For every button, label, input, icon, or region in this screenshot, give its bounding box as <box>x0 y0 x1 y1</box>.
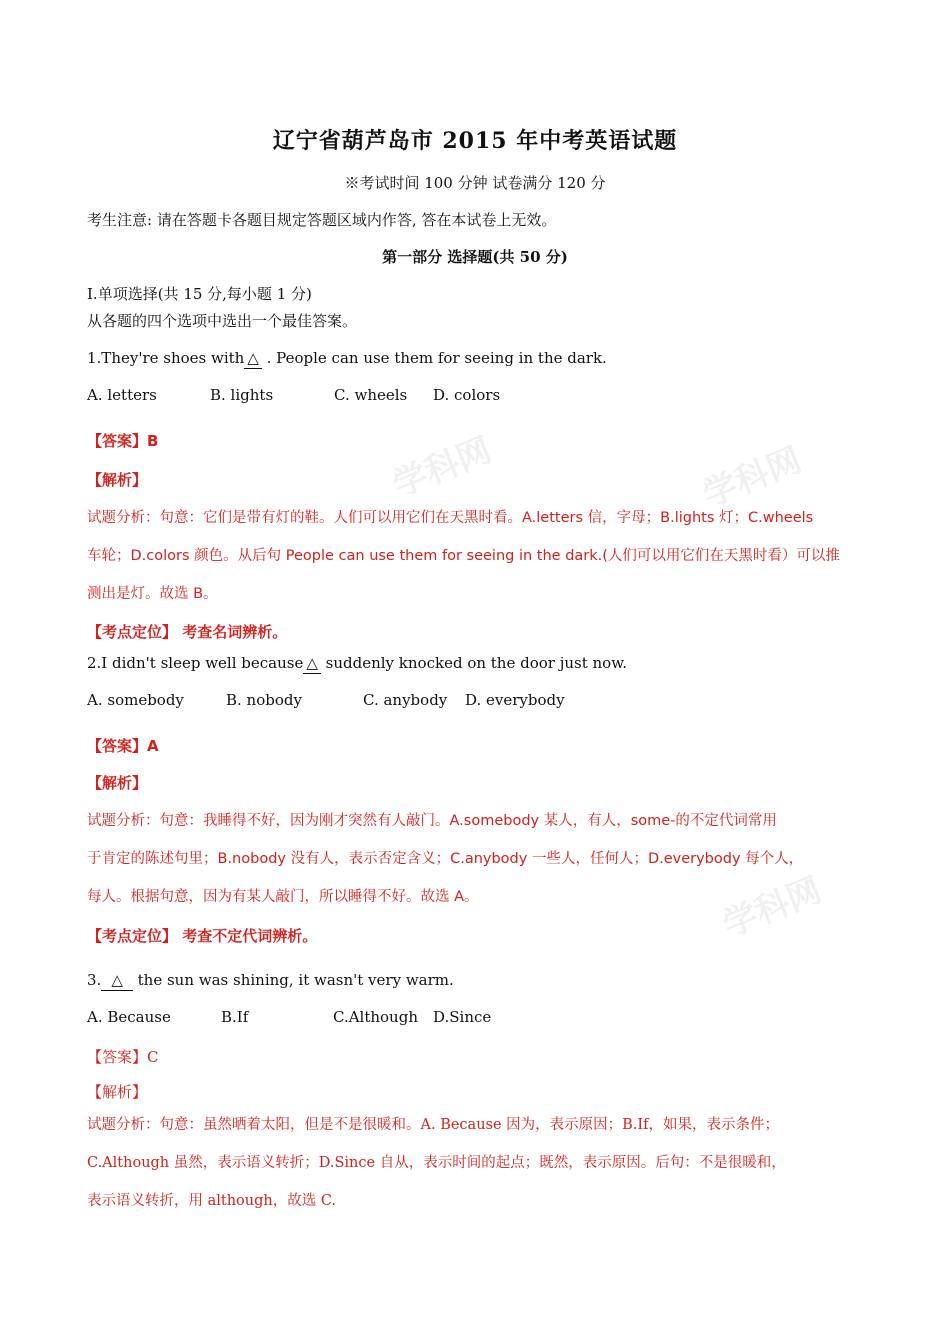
option-c: C. wheels <box>334 386 408 404</box>
analysis-text: 于肯定的陈述句里；B.nobody 没有人，表示否定含义；C.anybody 一些人，任何人；D.everybody 每个人， <box>87 851 804 867</box>
option-b: B.If <box>221 1008 249 1026</box>
analysis-label: 【解析】 <box>87 1083 148 1101</box>
document-title: 辽宁省葫芦岛市 2015 年中考英语试题 <box>272 128 678 154</box>
option-a: A. somebody <box>87 691 184 709</box>
answer-label: 【答案】C <box>87 1048 159 1066</box>
option-d: D.Since <box>433 1008 492 1026</box>
option-c: C. anybody <box>363 691 448 709</box>
analysis-text: C.Although 虽然，表示语义转折；D.Since 自从，表示时间的起点；既然，表示原因。后句：不是很暖和， <box>87 1155 786 1171</box>
answer-label: 【答案】B <box>87 432 159 450</box>
exam-notice: 考生注意: 请在答题卡各题目规定答题区域内作答, 答在本试卷上无效。 <box>87 211 557 229</box>
option-a: A. Because <box>87 1008 171 1026</box>
option-a: A. letters <box>87 386 157 404</box>
watermark-logo: 学科网 <box>717 870 828 946</box>
question-options <box>87 690 565 710</box>
analysis-text: 车轮；D.colors 颜色。从后句 People can use them for seeing in the dark.(人们可以用它们在天黑时看）可以推 <box>87 548 840 564</box>
answer-label: 【答案】A <box>87 737 159 755</box>
question-options <box>87 1007 491 1027</box>
analysis-text: 测出是灯。故选 B。 <box>87 586 218 602</box>
answer-blank: △ <box>101 970 133 991</box>
analysis-label: 【解析】 <box>87 471 148 489</box>
question-stem: 3. △ the sun was shining, it wasn't very warm. <box>87 971 454 989</box>
knowledge-point: 【考点定位】 考查不定代词辨析。 <box>87 927 318 945</box>
knowledge-point: 【考点定位】 考查名词辨析。 <box>87 623 288 641</box>
answer-blank: △ <box>244 348 262 369</box>
section-heading: 第一部分 选择题(共 50 分) <box>382 248 568 266</box>
part-heading: I.单项选择(共 15 分,每小题 1 分) <box>87 285 312 303</box>
analysis-text: 试题分析：句意：它们是带有灯的鞋。人们可以用它们在天黑时看。A.letters 信，字母；B.lights 灯；C.wheels <box>87 510 814 526</box>
analysis-text: 试题分析：句意：虽然晒着太阳，但是不是很暖和。A. Because 因为，表示原因；B.If，如果，表示条件； <box>87 1117 780 1133</box>
part-instruction: 从各题的四个选项中选出一个最佳答案。 <box>87 312 358 330</box>
exam-info: ※考试时间 100 分钟 试卷满分 120 分 <box>344 174 606 192</box>
analysis-text: 每人。根据句意，因为有某人敲门，所以睡得不好。故选 A。 <box>87 889 479 905</box>
analysis-text: 试题分析：句意：我睡得不好，因为刚才突然有人敲门。A.somebody 某人，有人，some-的不定代词常用 <box>87 813 777 829</box>
watermark-logo: 学科网 <box>697 440 808 516</box>
option-d: D. everybody <box>465 691 565 709</box>
option-b: B. lights <box>210 386 274 404</box>
question-options <box>87 385 500 405</box>
question-stem: 2.I didn't sleep well because △ suddenly knocked on the door just now. <box>87 654 628 672</box>
question-stem: 1.They're shoes with △ . People can use them for seeing in the dark. <box>87 349 607 367</box>
analysis-text: 表示语义转折，用 although，故选 C. <box>87 1193 337 1209</box>
answer-blank: △ <box>303 653 321 674</box>
analysis-label: 【解析】 <box>87 774 148 792</box>
option-d: D. colors <box>433 386 501 404</box>
option-b: B. nobody <box>226 691 302 709</box>
watermark-logo: 学科网 <box>387 430 498 506</box>
option-c: C.Although <box>333 1008 418 1026</box>
